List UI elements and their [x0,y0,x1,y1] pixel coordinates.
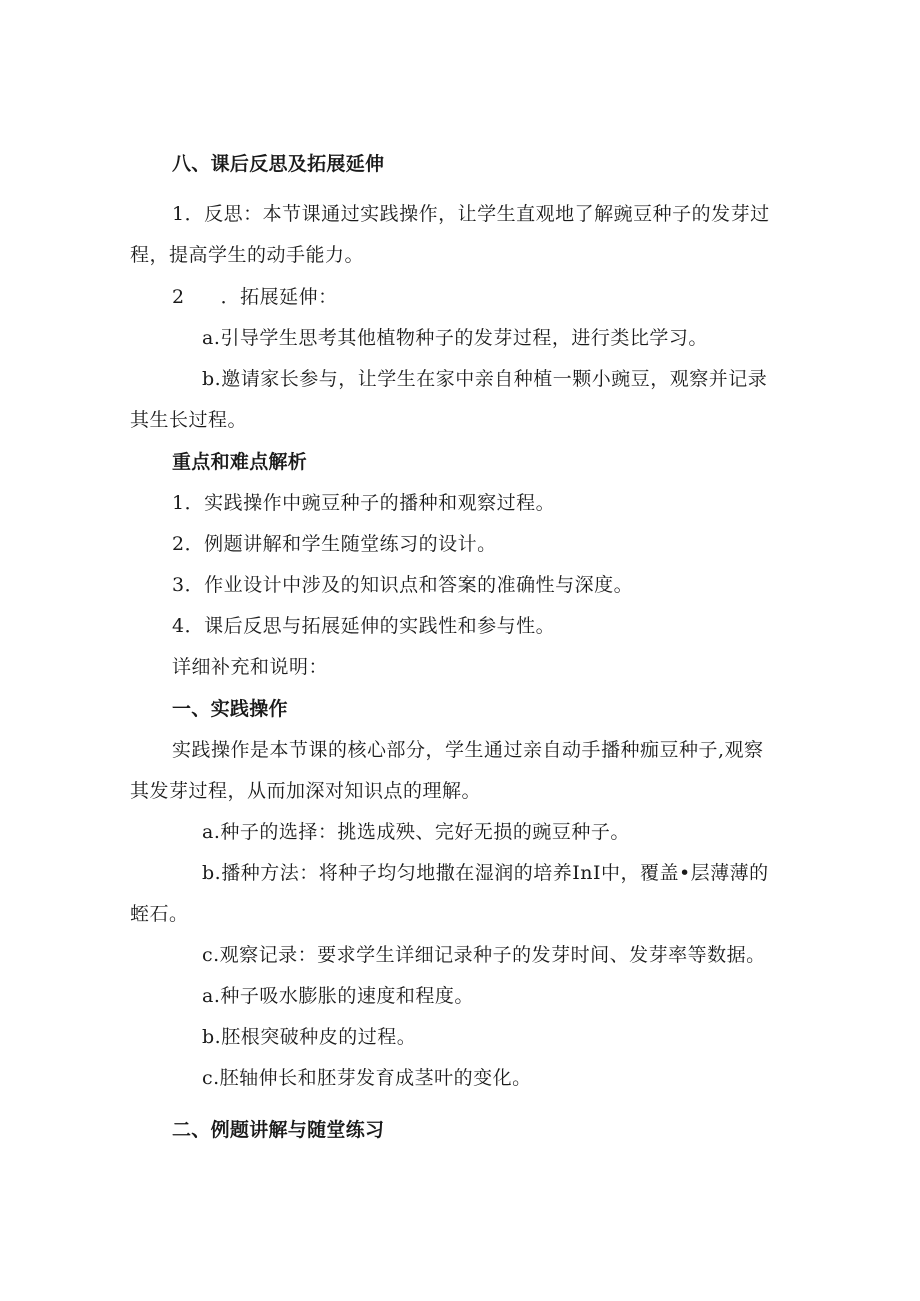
extension-sub-b-line-2: 其生长过程。 [130,409,248,431]
practice-item-b-line-1: b.播种方法：将种子均匀地撒在湿润的培养InI中，覆盖•层薄薄的 [202,862,769,884]
extension-number: 2 [172,286,185,308]
key-point-item: 2．例题讲解和学生随堂练习的设计。 [172,533,497,555]
reflection-line-2: 程，提高学生的动手能力。 [130,244,365,266]
key-point-item: 4．课后反思与拓展延伸的实践性和参与性。 [172,615,556,637]
observation-item-c: c.胚轴伸长和胚芽发育成茎叶的变化。 [202,1067,532,1089]
extension-item [172,285,338,309]
observation-item-b: b.胚根突破种皮的过程。 [202,1026,417,1048]
section-8-heading: 八、课后反思及拓展延伸 [172,153,385,175]
practice-item-b-line-2: 蛭石。 [130,903,189,925]
section-2-heading: 二、例题讲解与随堂练习 [172,1119,385,1141]
extension-sub-b-line-1: b.邀请家长参与，让学生在家中亲自种植一颗小豌豆，观察并记录 [202,368,768,390]
practice-para-line-2: 其发芽过程，从而加深对知识点的理解。 [130,780,482,802]
supplement-label: 详细补充和说明： [172,656,329,678]
practice-item-c: c.观察记录：要求学生详细记录种子的发芽时间、发芽率等数据。 [202,944,766,966]
key-point-item: 3．作业设计中涉及的知识点和答案的准确性与深度。 [172,574,634,596]
practice-para-line-1: 实践操作是本节课的核心部分，学生通过亲自动手播种痂豆种子,观察 [172,739,764,761]
extension-sub-a: a.引导学生思考其他植物种子的发芽过程，进行类比学习。 [202,327,708,349]
observation-item-a: a.种子吸水膨胀的速度和程度。 [202,985,474,1007]
practice-item-a: a.种子的选择：挑选成殃、完好无损的豌豆种子。 [202,821,630,843]
key-point-item: 1．实践操作中豌豆种子的播种和观察过程。 [172,492,556,514]
extension-label: ．拓展延伸： [220,286,338,308]
reflection-line-1: 1．反思：本节课通过实践操作，让学生直观地了解豌豆种子的发芽过 [172,203,770,225]
section-1-heading: 一、实践操作 [172,698,288,720]
key-points-heading: 重点和难点解析 [172,451,308,473]
